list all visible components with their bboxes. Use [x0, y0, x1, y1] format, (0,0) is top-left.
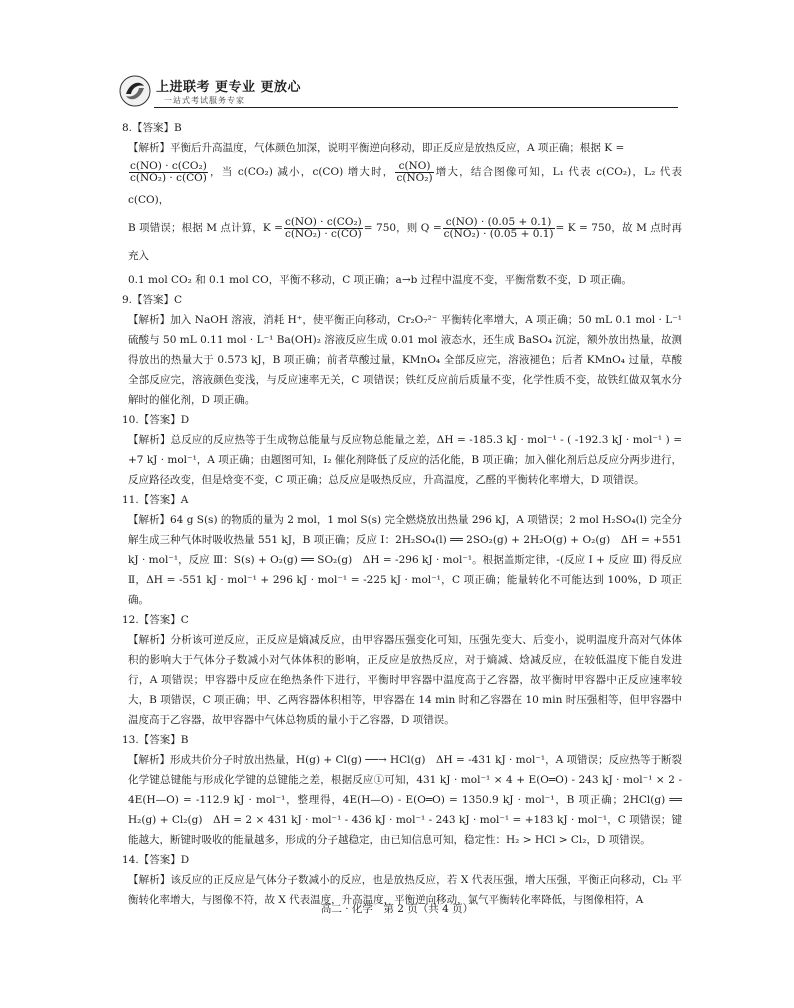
reaction-quotient-fraction: $\frac{c(NO) \cdot (0.05 + 0.1)}{\text{c(NO₂) · (0.05 + 0.1)}}$ — [443, 215, 554, 240]
brand-tagline: 一站式考试服务专家 — [164, 96, 245, 105]
concentration-ratio-fraction: $\frac{c(NO)}{\text{c(NO₂)}}$ — [396, 159, 433, 184]
answer-content — [122, 118, 682, 910]
question-13 — [122, 730, 682, 850]
page-footer: 高二 · 化学 第 2 页（共 4 页） — [320, 903, 474, 915]
equilibrium-constant-fraction: $\frac{\text{c(NO) · c(CO₂)}}{\text{c(NO₂) · c(CO)}}$ — [130, 159, 207, 184]
question-10 — [122, 410, 682, 490]
question-8-answer: 8.【答案】B — [122, 122, 182, 134]
question-14-explanation: 【解析】该反应的正反应是气体分子数减小的反应，也是放热反应，若 X 代表压强，增大压强，平衡正向移动，Cl₂ 平衡转化率增大，与图像不符，故 X 代表温度，升高温度，平衡逆向移动，氯气平衡转化率降低，与图像相符，A — [128, 874, 682, 906]
question-12-explanation: 【解析】分析该可逆反应，正反应是熵减反应，由甲容器压强变化可知，压强先变大、后变小，说明温度升高对气体体积的影响大于气体分子数减小对气体体积的影响，正反应是放热反应，对于熵减、焓减反应，在较低温度下能自发进行，A 项错误；甲容器中反应在绝热条件下进行，平衡时甲容器中温度高于乙容器，故平衡时甲容器中正反应速率较大，B 项错误，C 项正确；甲、乙两容器体积相等，甲容器在 14 min 时和乙容器在 10 min 时压强相等，但甲容器中温度高于乙容器，故甲容器中气体总物质的量小于乙容器，D 项错误。 — [128, 634, 682, 726]
brand-slogan: 上进联考 更专业 更放心 — [156, 80, 302, 95]
question-8-explanation: 【解析】平衡后升高温度，气体颜色加深，说明平衡逆向移动，即正反应是放热反应，A 项正确；根据 K = $\frac{\text{c(NO) · c(CO₂)}}{\text{c(NO₂) · c(CO)}}$ ，当 c(CO₂) 减小，c(CO) 增大时， $\frac{c(NO)}{\text{c(NO₂)}}$ 增大，结合图像可知，L₁ 代表 c(CO₂)，L₂ 代表 c(CO)， B 项错误；根据 M 点计算，K = $\frac{\text{c(NO) · c(CO₂)}}{\text{c(NO₂) · c(CO)}}$ = 750，则 Q = $\frac{c(NO) \cdot (0.05 + 0.1)}{\text{c(NO₂) · (0.05 + 0.1)}}$ = K = 750，故 M 点时再充入 0.1 mol CO₂ 和 0.1 mol CO，平衡不移动，C 项正确；a→b 过程中温度不变，平衡常数不变，D 项正确。 — [128, 142, 683, 286]
page-header — [118, 74, 678, 114]
question-12-answer: 12.【答案】C — [122, 614, 189, 626]
brand-logo-icon — [118, 74, 152, 108]
question-12 — [122, 610, 682, 730]
question-10-explanation: 【解析】总反应的反应热等于生成物总能量与反应物总能量之差，ΔH = -185.3 kJ · mol⁻¹ - ( -192.3 kJ · mol⁻¹ ) = +7 kJ · mol⁻¹，A 项正确；由题图可知，I₂ 催化剂降低了反应的活化能，B 项正确；加入催化剂后总反应分两步进行，反应路径改变，但是焓变不变，C 项正确；总反应是吸热反应，升高温度，乙醛的平衡转化率增大，D 项错误。 — [128, 434, 682, 486]
question-13-answer: 13.【答案】B — [122, 734, 189, 746]
header-divider — [154, 107, 678, 108]
question-9-explanation: 【解析】加入 NaOH 溶液，消耗 H⁺，使平衡正向移动，Cr₂O₇²⁻ 平衡转化率增大，A 项正确；50 mL 0.1 mol · L⁻¹ 硫酸与 50 mL 0.11 mol · L⁻¹ Ba(OH)₂ 溶液反应生成 0.01 mol 液态水，还生成 BaSO₄ 沉淀，额外放出热量，故测得放出的热量大于 0.573 kJ，B 项正确；前者草酸过量，KMnO₄ 全部反应完，溶液褪色；后者 KMnO₄ 过量，草酸全部反应完，溶液颜色变浅，与反应速率无关，C 项错误；铁红反应前后质量不变，化学性质不变，故铁红做双氧水分解时的催化剂，D 项正确。 — [128, 314, 682, 406]
question-11 — [122, 490, 682, 610]
question-9 — [122, 290, 682, 410]
question-8 — [122, 118, 682, 290]
question-10-answer: 10.【答案】D — [122, 414, 190, 426]
question-13-explanation: 【解析】形成共价分子时放出热量，H(g) + Cl(g) ──→ HCl(g) ΔH = -431 kJ · mol⁻¹，A 项错误；反应热等于断裂化学键总键能与形成化学键的总键能之差，根据反应①可知，431 kJ · mol⁻¹ × 4 + E(O═O) - 243 kJ · mol⁻¹ × 2 - 4E(H—O) = -112.9 kJ · mol⁻¹，整理得，4E(H—O) - E(O═O) = 1350.9 kJ · mol⁻¹，B 项正确；2HCl(g) ══ H₂(g) + Cl₂(g) ΔH = 2 × 431 kJ · mol⁻¹ - 436 kJ · mol⁻¹ - 243 kJ · mol⁻¹ = +183 kJ · mol⁻¹，C 项错误；键能越大，断键时吸收的能量越多，形成的分子越稳定，由已知信息可知，稳定性：H₂ > HCl > Cl₂，D 项错误。 — [128, 754, 682, 846]
question-9-answer: 9.【答案】C — [122, 294, 183, 306]
question-14-answer: 14.【答案】D — [122, 854, 190, 866]
question-11-answer: 11.【答案】A — [122, 494, 189, 506]
question-11-explanation: 【解析】64 g S(s) 的物质的量为 2 mol，1 mol S(s) 完全燃烧放出热量 296 kJ，A 项错误；2 mol H₂SO₄(l) 完全分解生成三种气体时吸收热量 551 kJ，B 项正确；反应 Ⅰ：2H₂SO₄(l) ══ 2SO₂(g) + 2H₂O(g) + O₂(g) ΔH = +551 kJ · mol⁻¹，反应 Ⅲ：S(s) + O₂(g) ══ SO₂(g) ΔH = -296 kJ · mol⁻¹。根据盖斯定律，-(反应 Ⅰ + 反应 Ⅲ) 得反应 Ⅱ，ΔH = -551 kJ · mol⁻¹ + 296 kJ · mol⁻¹ = -225 kJ · mol⁻¹，C 项正确；能量转化不可能达到 100%，D 项正确。 — [128, 514, 682, 606]
m-point-k-fraction: $\frac{\text{c(NO) · c(CO₂)}}{\text{c(NO₂) · c(CO)}}$ — [284, 215, 362, 240]
